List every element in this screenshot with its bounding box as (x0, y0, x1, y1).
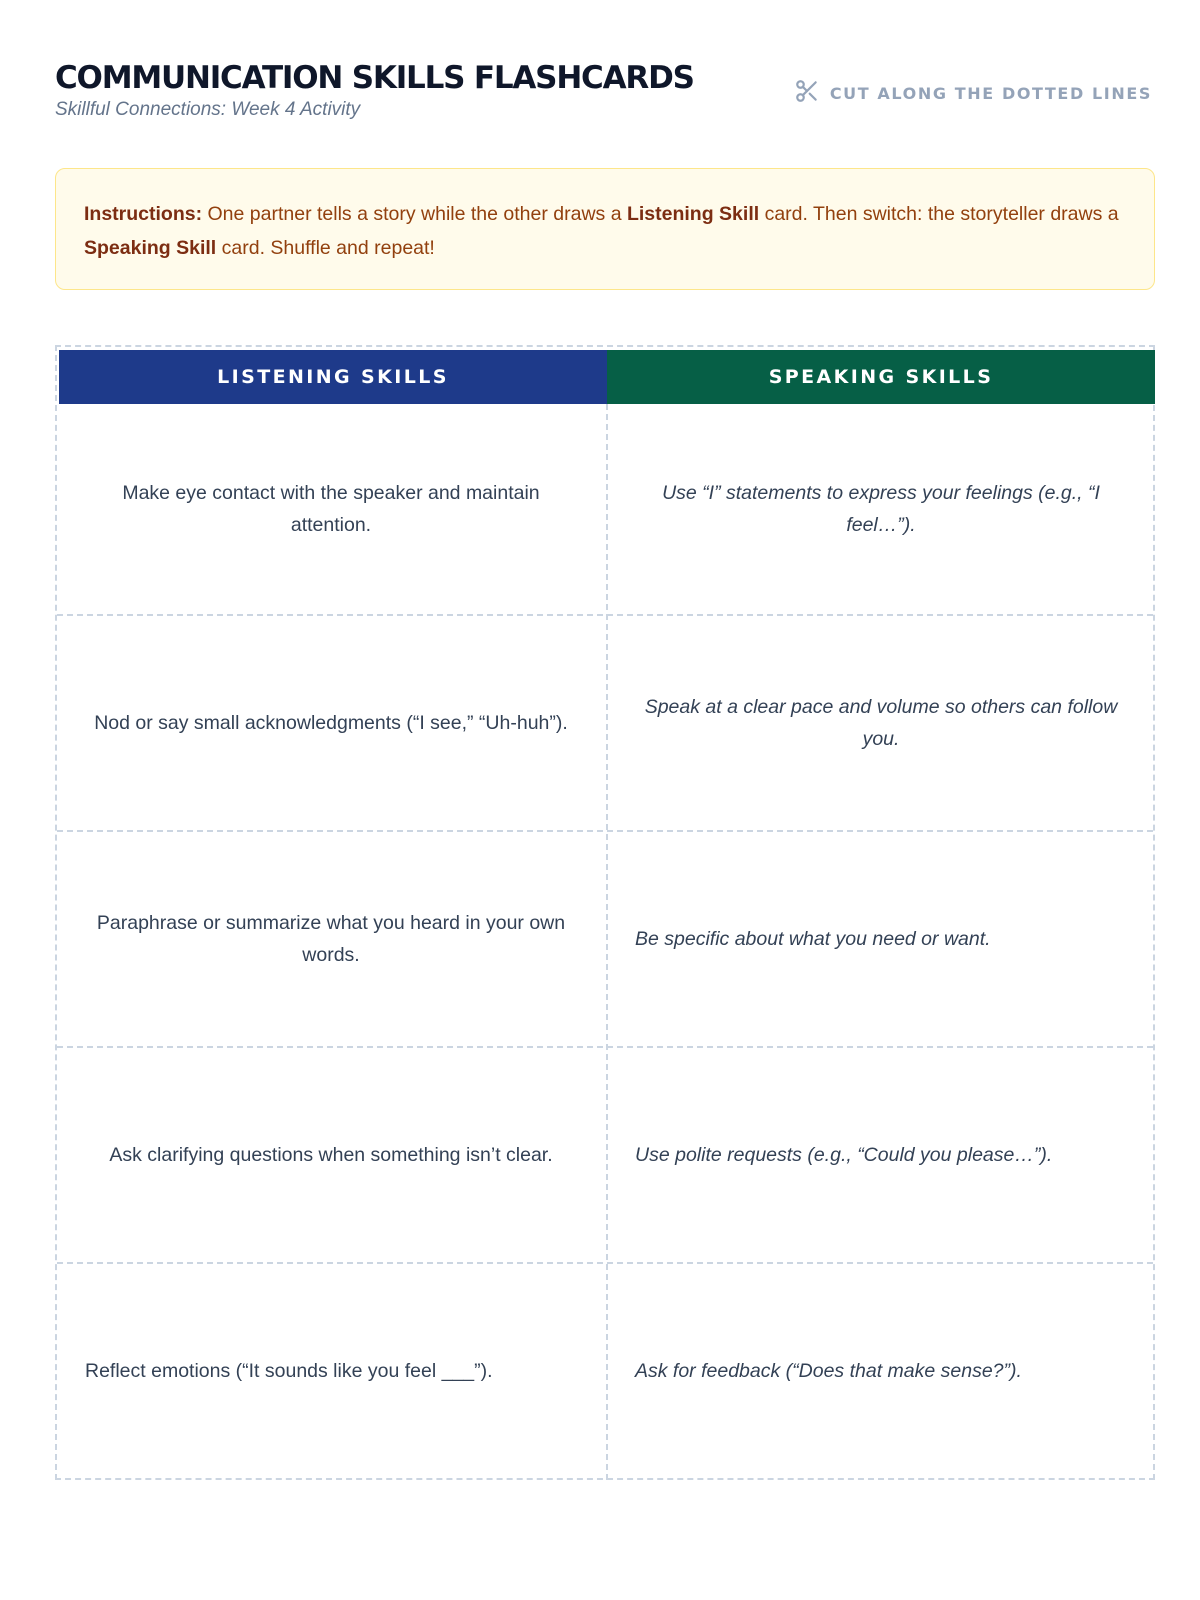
page-header (55, 58, 1152, 128)
instructions-text-2: card. Then switch: the storyteller draws a (759, 203, 1119, 225)
instructions-text-1: One partner tells a story while the other draws a (202, 203, 627, 225)
flashcard-sheet (55, 345, 1155, 1480)
speaking-card: Ask for feedback (“Does that make sense?”). (635, 1360, 1022, 1382)
listening-card: Make eye contact with the speaker and maintain attention. (122, 482, 540, 536)
speaking-column-header: SPEAKING SKILLS (607, 350, 1155, 404)
listening-card: Paraphrase or summarize what you heard in your own words. (96, 912, 566, 966)
instructions-label: Instructions: (84, 203, 203, 225)
page-subtitle: Skillful Connections: Week 4 Activity (55, 99, 361, 120)
listening-card: Nod or say small acknowledgments (“I see,” “Uh-huh”). (94, 712, 568, 734)
scissors-icon (794, 78, 820, 109)
page-title: COMMUNICATION SKILLS FLASHCARDS (55, 60, 694, 96)
listening-card: Reflect emotions (“It sounds like you feel ___”). (85, 1360, 493, 1382)
cut-note-label: CUT ALONG THE DOTTED LINES (829, 84, 1152, 103)
instructions-box (55, 168, 1155, 290)
speaking-card: Be specific about what you need or want. (635, 928, 991, 950)
instructions-listening-term: Listening Skill (626, 203, 760, 225)
instructions-text-3: card. Shuffle and repeat! (216, 237, 435, 259)
instructions-speaking-term: Speaking Skill (84, 237, 217, 259)
listening-column-header: LISTENING SKILLS (59, 350, 607, 404)
cut-note (794, 78, 1152, 109)
listening-card: Ask clarifying questions when something isn’t clear. (109, 1144, 553, 1166)
speaking-card: Use polite requests (e.g., “Could you please…”). (635, 1144, 1053, 1166)
speaking-card: Use “I” statements to express your feelings (e.g., “I feel…”). (662, 482, 1100, 536)
speaking-card: Speak at a clear pace and volume so others can follow you. (644, 696, 1118, 750)
